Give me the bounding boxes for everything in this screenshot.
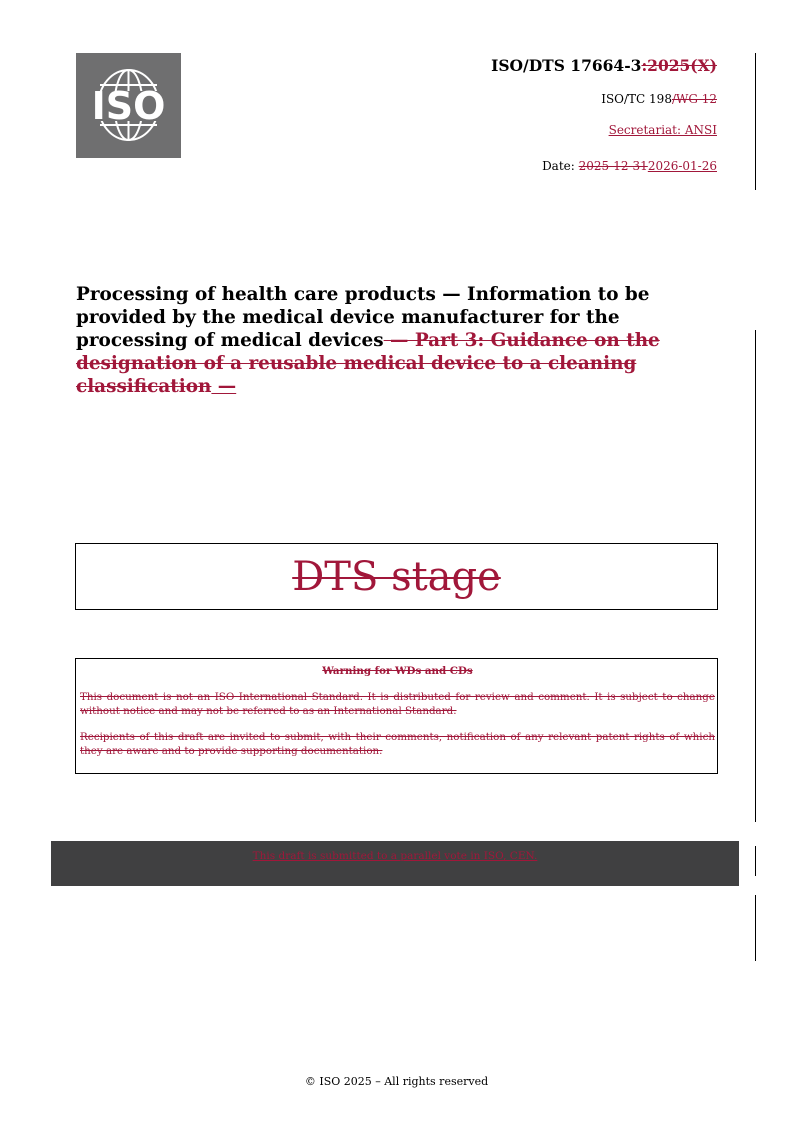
document-date: Date: 2025-12-312026-01-26 — [542, 159, 717, 173]
parallel-vote-band — [51, 841, 739, 886]
technical-committee: ISO/TC 198/WG 12 — [601, 92, 717, 106]
globe-icon — [76, 53, 181, 158]
copyright-footer: © ISO 2025 – All rights reserved — [304, 1075, 489, 1088]
warning-paragraph: Recipients of this draft are invited to submit, with their comments, notification of any relevant patent rights of which they are aware and to provide supporting documentation. — [80, 731, 715, 757]
deleted-date: 2025-12-31 — [578, 159, 648, 173]
change-bar — [755, 53, 756, 190]
change-bar — [755, 895, 756, 961]
document-title: Processing of health care products — Information to be provided by the medical device manufacturer for the processing of medical devices — Part 3: Guidance on the designation of a reusable medical device to a cleaning classification — — [76, 284, 660, 397]
change-bar — [755, 846, 756, 876]
secretariat: Secretariat: ANSI — [608, 123, 717, 137]
change-bar — [755, 330, 756, 822]
deleted-title-part: — Part 3: Guidance on the designation of a reusable medical device to a cleaning classification — [76, 330, 660, 397]
iso-logo — [76, 53, 181, 158]
logo-text: ISO — [91, 84, 166, 128]
warning-box — [75, 658, 718, 774]
inserted-title-dash: — — [211, 376, 237, 397]
parallel-vote-note: This draft is submitted to a parallel vote in ISO, CEN. — [252, 850, 538, 862]
inserted-date: 2026-01-26 — [647, 159, 717, 173]
deleted-year: :2025(X) — [641, 56, 717, 75]
deleted-working-group: /WG 12 — [671, 92, 717, 106]
document-id: ISO/DTS 17664-3:2025(X) — [491, 56, 717, 75]
warning-title: Warning for WDs and CDs — [322, 665, 473, 677]
stage-box — [75, 543, 718, 610]
warning-paragraph: This document is not an ISO International Standard. It is distributed for review and comment. It is subject to change without notice and may not be referred to as an International Standard. — [80, 691, 715, 717]
stage-label: DTS stage — [292, 554, 501, 600]
